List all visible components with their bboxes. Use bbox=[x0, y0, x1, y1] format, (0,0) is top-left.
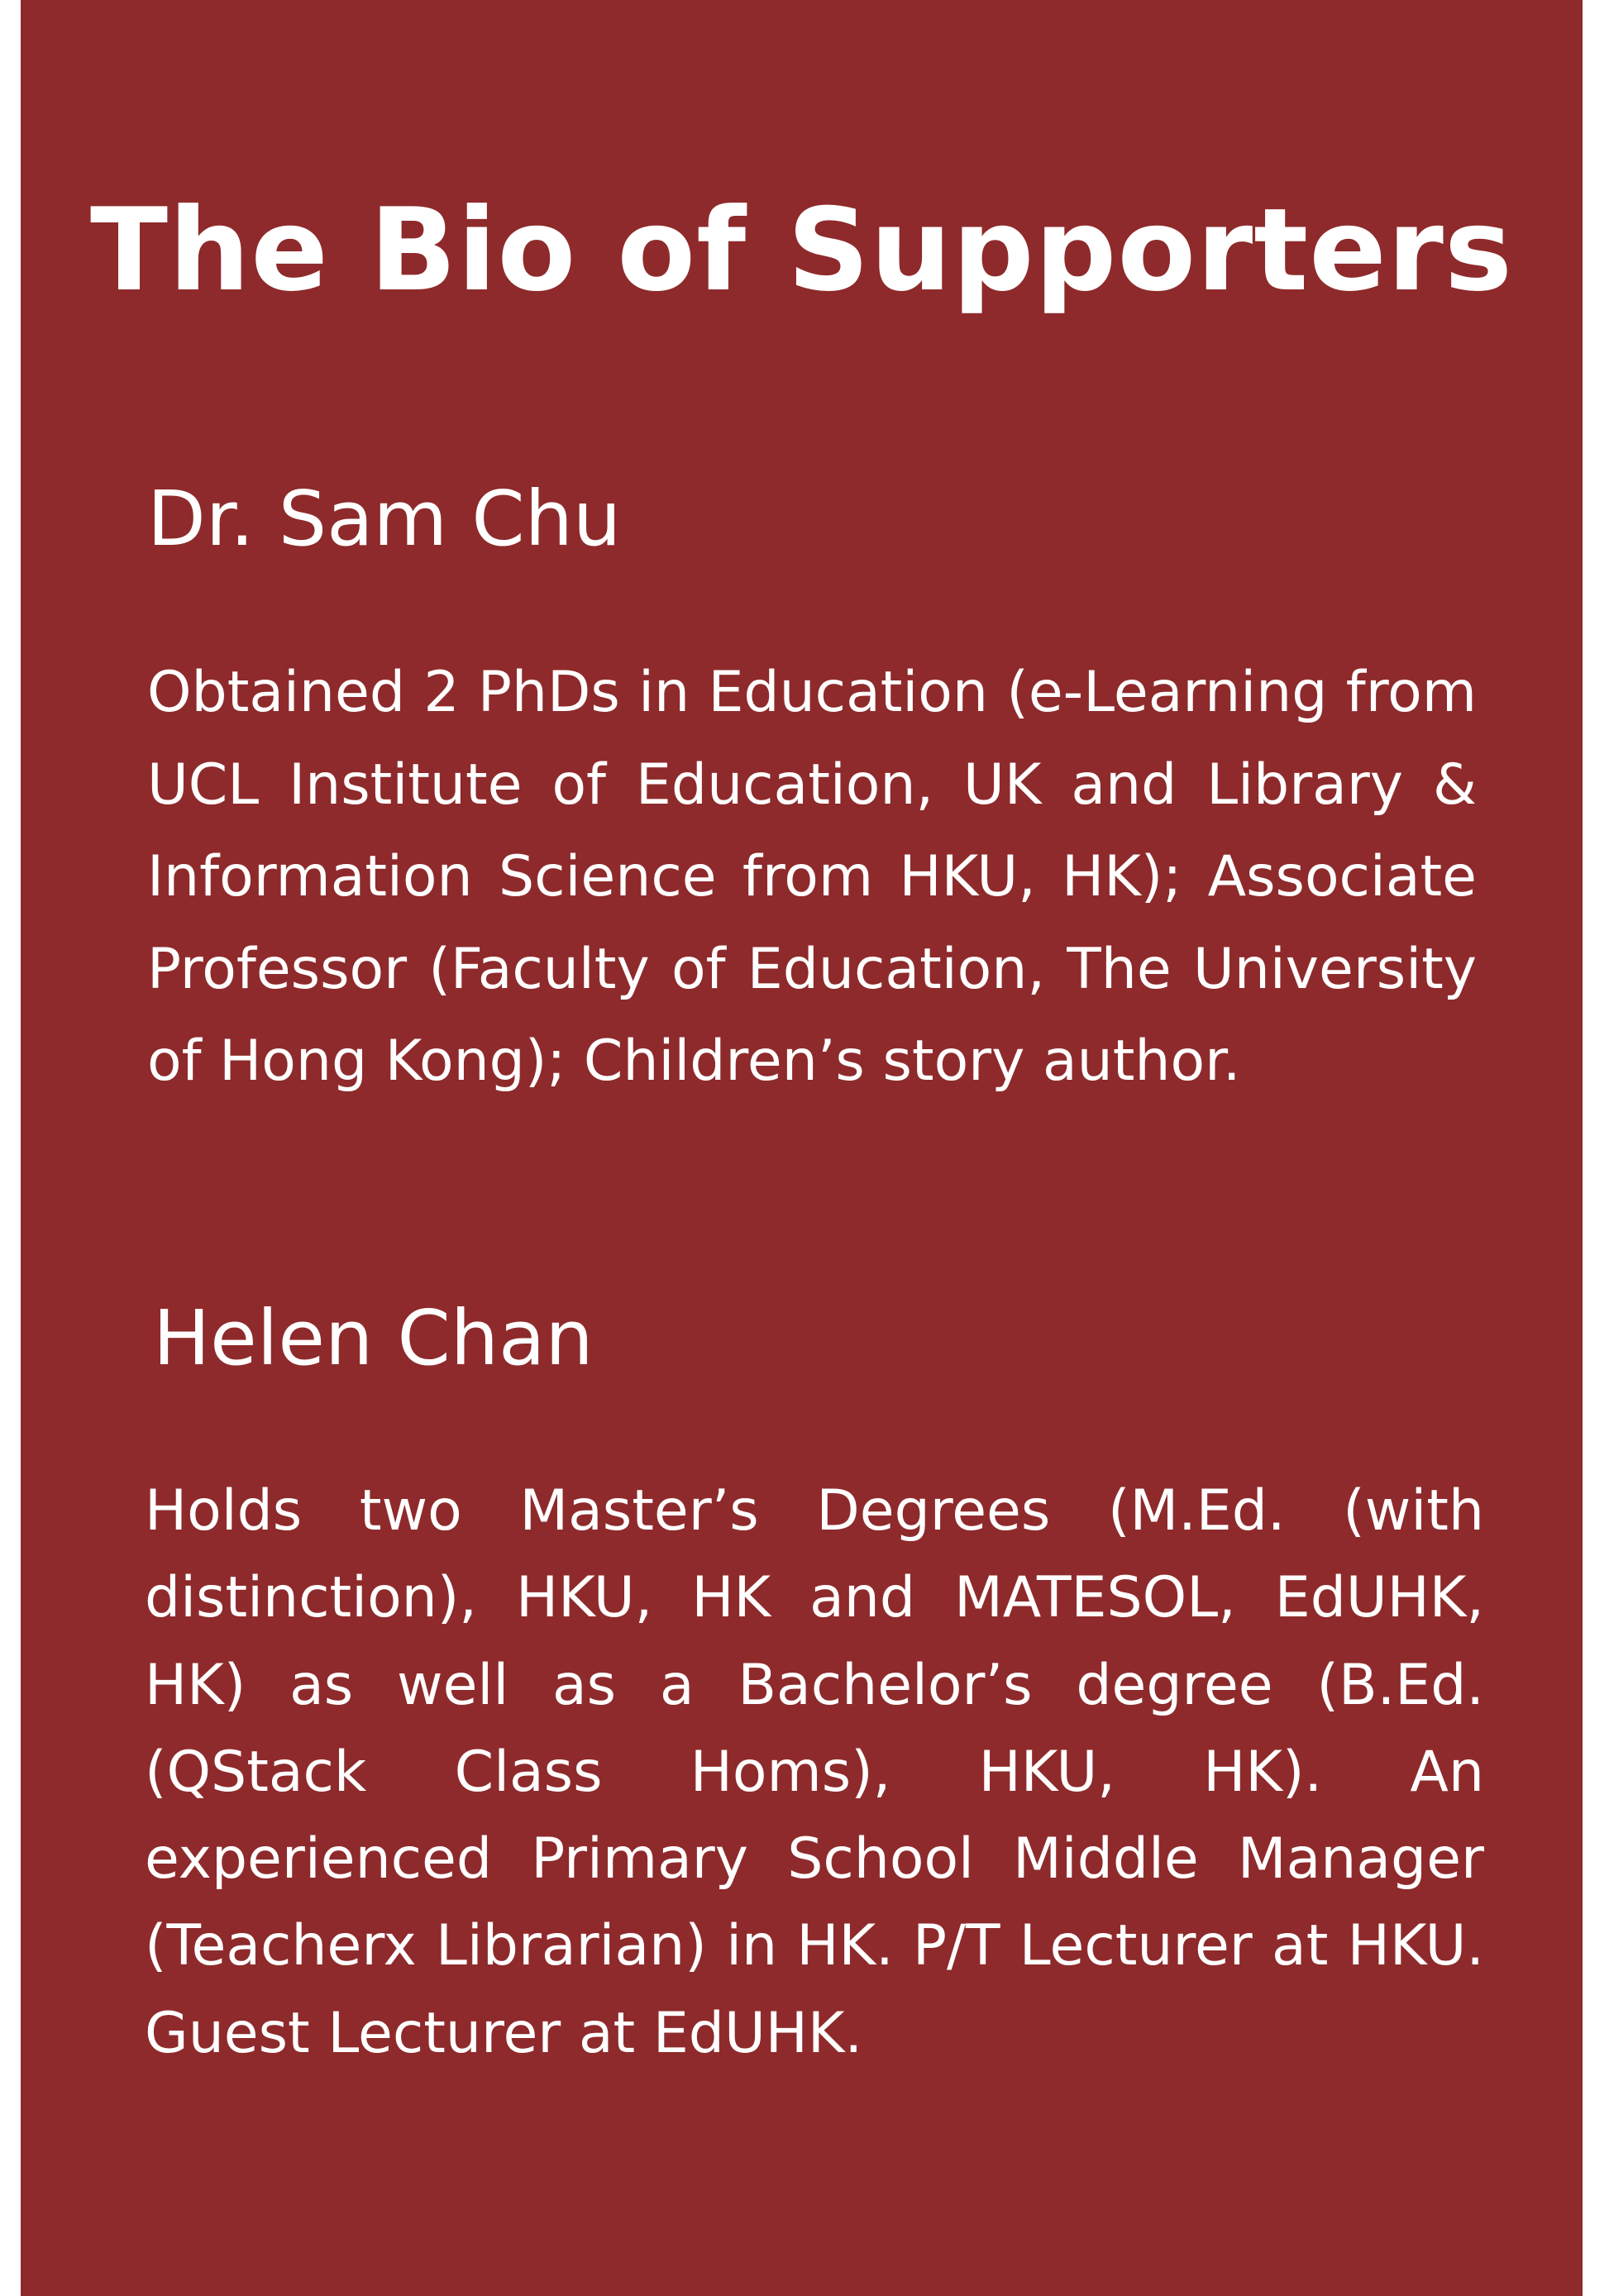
supporter-bio: Obtained 2 PhDs in Education (e-Learning from UCL Institute of Education, UK and Library & Information Science from HKU, HK); Associate Professor (Faculty of Education, The University of Hong Kong); Children’s story author. bbox=[147, 660, 1477, 1094]
supporter-bio: Holds two Master’s Degrees (M.Ed. (with distinction), HKU, HK and MATESOL, EdUHK, HK) as well as a Bachelor’s degree (B.Ed. (QStack Class Homs), HKU, HK). An experienced Primary School Middle Manager (Teacherx Librarian) in HK. P/T Lecturer at HKU. Guest Lecturer at EdUHK. bbox=[145, 1478, 1484, 2066]
supporter-name: Helen Chan bbox=[153, 1294, 594, 1382]
page-title: The Bio of Supporters bbox=[89, 184, 1514, 317]
supporters-panel bbox=[21, 0, 1583, 2296]
supporter-name: Dr. Sam Chu bbox=[147, 475, 622, 563]
